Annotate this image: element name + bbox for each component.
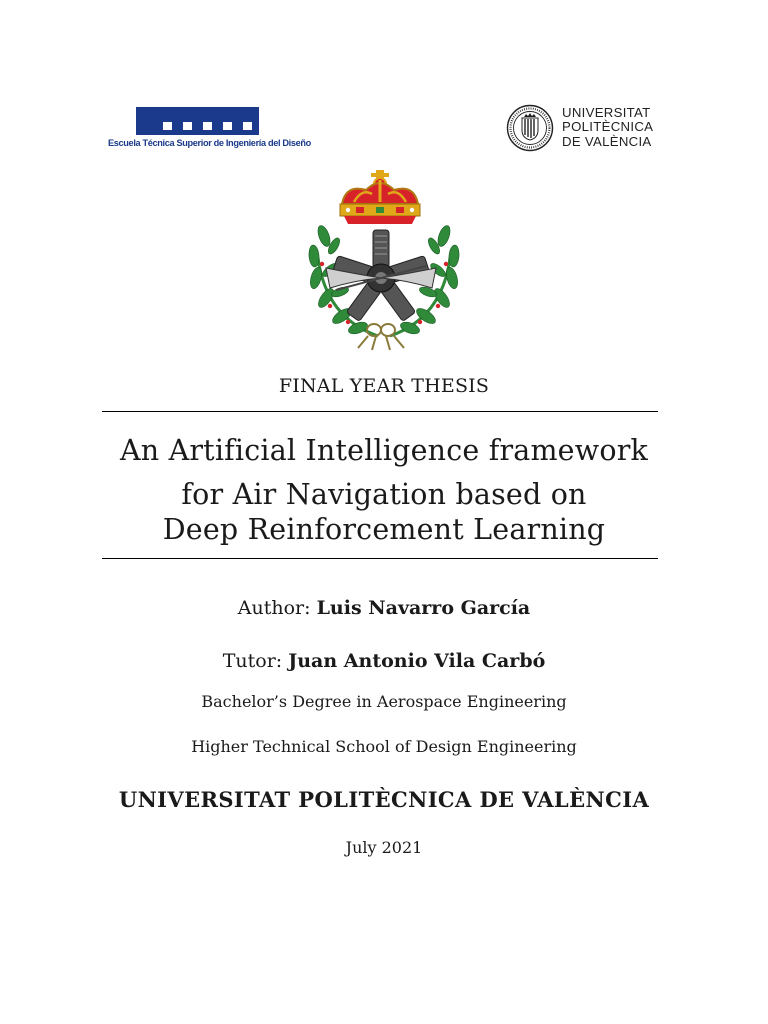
etsid-logo xyxy=(108,105,311,151)
radial-engine-icon xyxy=(326,230,436,322)
author-line xyxy=(0,597,768,619)
thesis-title-line: Deep Reinforcement Learning xyxy=(162,513,606,546)
school: Higher Technical School of Design Engineering xyxy=(191,737,577,756)
upv-seal-icon xyxy=(506,104,554,152)
date: July 2021 xyxy=(345,838,423,857)
tutor-label: Tutor: xyxy=(222,650,283,672)
tutor-name: Juan Antonio Vila Carbó xyxy=(288,650,546,672)
etsid-caption: Escuela Técnica Superior de Ingeniería del Diseño xyxy=(108,138,311,148)
upv-wordmark-line: UNIVERSITAT xyxy=(562,105,651,120)
upv-wordmark xyxy=(562,106,653,149)
degree: Bachelor’s Degree in Aerospace Engineering xyxy=(201,692,567,711)
crown-icon xyxy=(340,170,420,224)
university: UNIVERSITAT POLITÈCNICA DE VALÈNCIA xyxy=(118,787,650,812)
thesis-title-line: An Artificial Intelligence framework xyxy=(119,434,648,467)
author-name: Luis Navarro García xyxy=(316,597,531,619)
etsid-logo-mark xyxy=(136,107,259,135)
upv-wordmark-line: DE VALÈNCIA xyxy=(562,133,652,149)
thesis-type: FINAL YEAR THESIS xyxy=(278,375,490,397)
upv-logo xyxy=(506,104,666,152)
tutor-line xyxy=(0,650,768,672)
upv-wordmark-line: POLITÈCNICA xyxy=(562,119,654,135)
aerospace-engineering-crest-icon xyxy=(296,168,472,354)
author-label: Author: xyxy=(237,597,311,619)
title-rule-top xyxy=(102,411,658,412)
thesis-title-line: for Air Navigation based on xyxy=(181,478,587,511)
title-rule-bottom xyxy=(102,558,658,559)
